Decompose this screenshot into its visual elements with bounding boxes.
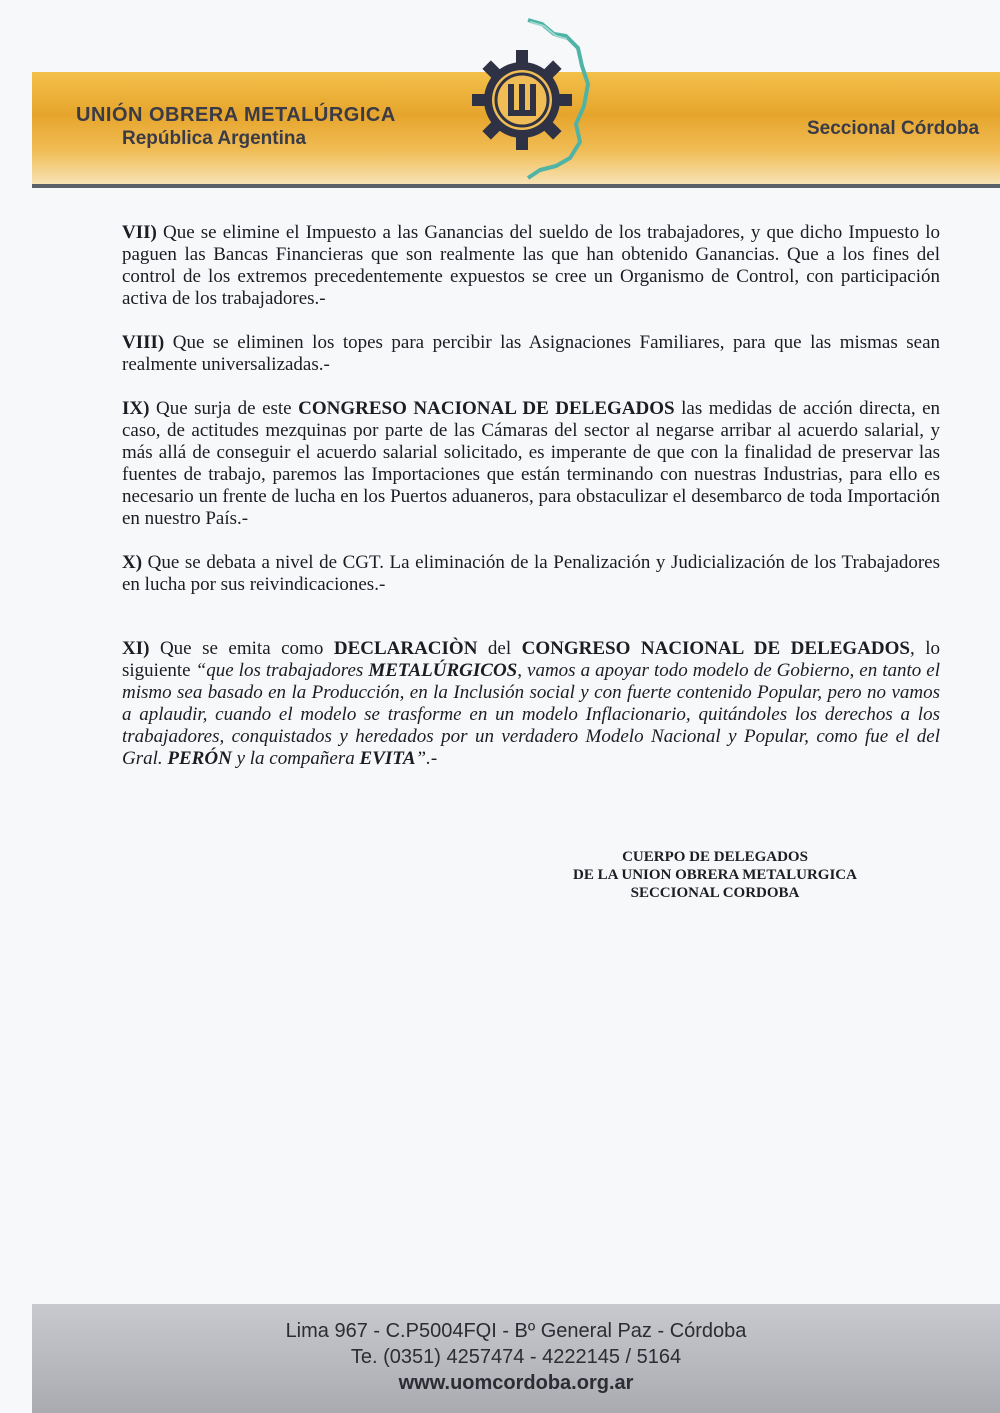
footer-phones: Te. (0351) 4257474 - 4222145 / 5164 xyxy=(350,1346,682,1368)
quote-metalurgicos: METALÚRGICOS xyxy=(368,660,518,681)
org-country: República Argentina xyxy=(122,128,307,149)
document-body xyxy=(122,222,940,792)
footer-address: Lima 967 - C.P5004FQI - Bº General Paz - Córdoba xyxy=(285,1320,747,1342)
quote-body-2: y la compañera xyxy=(236,748,355,769)
paragraph-connector: del xyxy=(487,638,512,659)
paragraph-number: IX) xyxy=(122,398,150,419)
paragraph-number: VIII) xyxy=(122,332,165,353)
paragraph-after: , lo siguiente xyxy=(122,638,941,681)
paragraph-text: Que se debata a nivel de CGT. La eliminación de la Penalización y Judicialización de los Trabajadores en lucha por sus reivindicaciones.- xyxy=(122,552,940,595)
paragraph-number: XI) xyxy=(122,638,150,659)
branch-name: Seccional Córdoba xyxy=(807,118,980,139)
signature-line-3: SECCIONAL CORDOBA xyxy=(630,885,800,901)
paragraph-x xyxy=(122,552,940,596)
quote-peron: PERÓN xyxy=(167,748,232,769)
signature-line-1: CUERPO DE DELEGADOS xyxy=(622,849,808,865)
congress-name: CONGRESO NACIONAL DE DELEGADOS xyxy=(521,638,910,659)
paragraph-xi xyxy=(122,638,940,770)
paragraph-text: las medidas de acción directa, en caso, de actitudes mezquinas por parte de las Cámaras del sector al negarse arribar al acuerdo salarial, y más allá de conseguir el acuerdo salarial solicitado, es imperante de que con la finalidad de preservar las fuentes de trabajo, paremos las Importaciones que están terminando con nuestras Industrias, para ello es necesario un frente de lucha en los Puertos aduaneros, para obstaculizar el desembarco de toda Importación en nuestro País.- xyxy=(122,398,941,529)
paragraph-number: VII) xyxy=(122,222,157,243)
footer-band xyxy=(32,1304,1000,1413)
org-name: UNIÓN OBRERA METALÚRGICA xyxy=(76,104,396,126)
quote-body: , vamos a apoyar todo modelo de Gobierno, en tanto el mismo sea basado en la Producción, en la Inclusión social y con fuerte contenido Popular, pero no vamos a aplaudir, cuando el modelo se trasforme en un modelo Inflacionario, quitándoles los derechos a los trabajadores, conquistados y heredados por un verdadero Modelo Nacional y Popular, como fue el del Gral. xyxy=(122,660,941,769)
paragraph-number: X) xyxy=(122,552,143,573)
quote-close: ”.- xyxy=(415,748,438,769)
paragraph-lead: Que surja de este xyxy=(155,398,292,419)
signature-line-2: DE LA UNION OBRERA METALURGICA xyxy=(573,867,857,883)
paragraph-viii xyxy=(122,332,940,376)
paragraph-text: Que se eliminen los topes para percibir las Asignaciones Familiares, para que las mismas sean realmente universalizadas.- xyxy=(122,332,940,375)
header-rule xyxy=(32,184,1000,188)
signature-block xyxy=(560,848,870,902)
quote-open: “que los trabajadores xyxy=(195,660,364,681)
quote-evita: EVITA xyxy=(359,748,416,769)
paragraph-lead: Que se emita como xyxy=(159,638,324,659)
declaration-word: DECLARACIÒN xyxy=(333,638,478,659)
congress-name: CONGRESO NACIONAL DE DELEGADOS xyxy=(298,398,675,419)
paragraph-text: Que se elimine el Impuesto a las Ganancias del sueldo de los trabajadores, y que dicho Impuesto lo paguen las Bancas Financieras que son realmente las que han obtenido Ganancias. Que a los fines del control de los extremos precedentemente expuestos se cree un Organismo de Control, con participación activa de los trabajadores.- xyxy=(122,222,941,309)
paragraph-ix xyxy=(122,398,940,530)
uom-gear-logo-icon xyxy=(470,14,610,184)
footer-website: www.uomcordoba.org.ar xyxy=(398,1372,634,1394)
paragraph-vii xyxy=(122,222,940,310)
